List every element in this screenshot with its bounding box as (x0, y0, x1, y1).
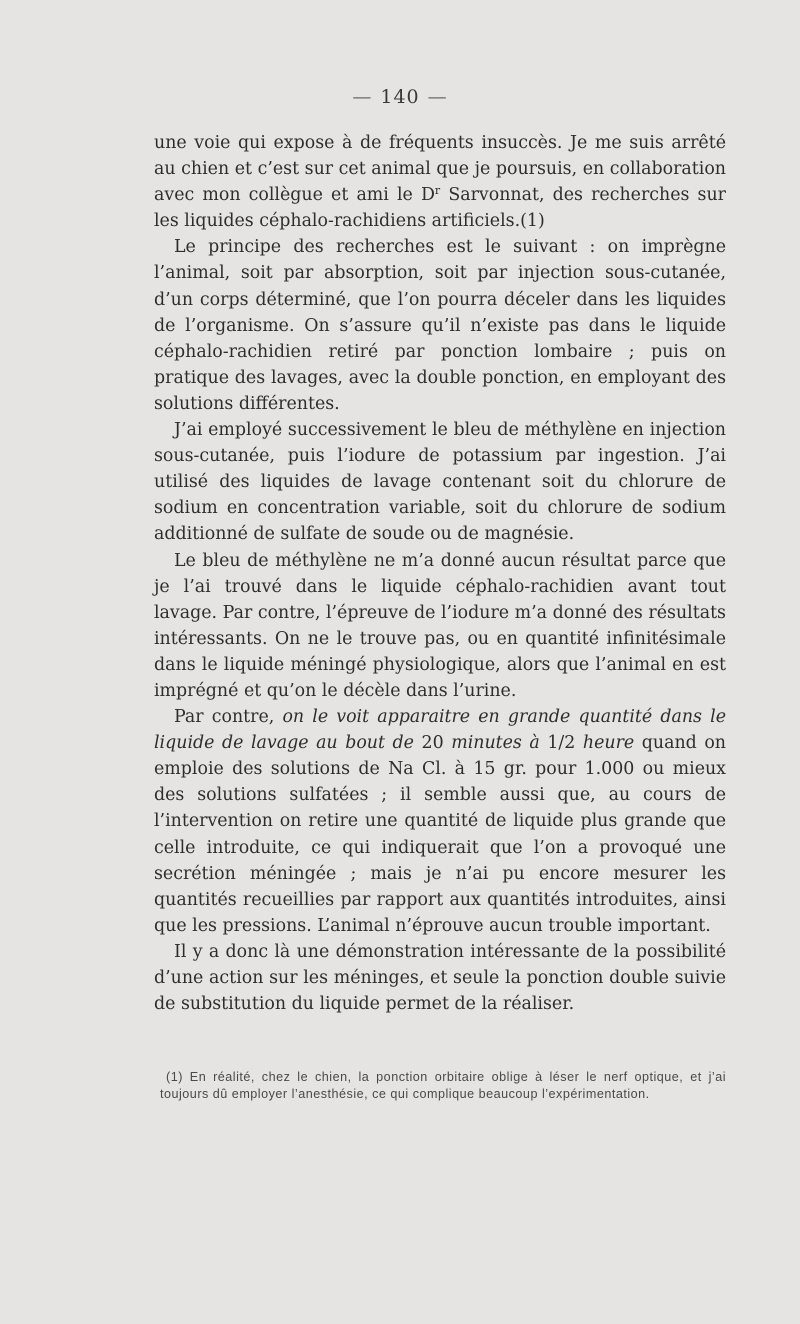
paragraph-5-end: quand on emploie des solutions de Na Cl. à 15 gr. pour 1.000 ou mieux des solutions sulfatées ; il semble aussi que, au cours de l’intervention on retire une quantité de liquide plus grande que celle introduite, ce qui indiquerait que l’on a provoqué une secrétion méningée ; mais je n’ai pu encore mesurer les quantités recueillies par rapport aux quantités introduites, ainsi que les pressions. L’animal n’éprouve aucun trouble important. (154, 733, 726, 936)
paragraph-5-num-2: 1/2 (539, 733, 583, 754)
body-text (154, 130, 726, 1017)
footnote-text: (1) En réalité, chez le chien, la ponction orbitaire oblige à léser le nerf optique, et j’ai toujours dû employer l’anesthésie, ce qui complique beaucoup l’expérimentation. (160, 1070, 726, 1101)
footnote (160, 1069, 726, 1103)
paragraph-2: Le principe des recherches est le suivant : on imprègne l’animal, soit par absorption, soit par injection sous-cutanée, d’un corps déterminé, que l’on pourra déceler dans les liquides de l’organisme. On s’assure qu’il n’existe pas dans le liquide céphalo-rachidien retiré par ponction lombaire ; puis on pratique des lavages, avec la double ponction, en employant des solutions différentes. (154, 237, 726, 414)
page-number-dash-left: — (352, 86, 373, 108)
paragraph-1-end: Sarvonnat, des recherches sur les liquides céphalo-rachidiens artificiels.(1) (154, 185, 726, 232)
page-number (0, 86, 800, 108)
paragraph-1 (154, 130, 726, 234)
page-number-dash-right: — (427, 86, 448, 108)
paragraph-5 (154, 704, 726, 939)
paragraph-5-italic-2: minutes à (451, 733, 540, 754)
paragraph-5-italic-3: heure (582, 733, 635, 754)
paragraph-4: Le bleu de méthylène ne m’a donné aucun résultat parce que je l’ai trouvé dans le liquide céphalo-rachidien avant tout lavage. Par contre, l’épreuve de l’iodure m’a donné des résultats intéressants. On ne le trouve pas, ou en quantité infinitésimale dans le liquide méningé physiologique, alors que l’animal en est imprégné et qu’on le décèle dans l’urine. (154, 550, 726, 701)
paragraph-3: J’ai employé successivement le bleu de méthylène en injection sous-cutanée, puis l’iodure de potassium par ingestion. J’ai utilisé des liquides de lavage contenant soit du chlorure de sodium en concentration variable, soit du chlorure de sodium additionné de sulfate de soude ou de magnésie. (154, 420, 726, 545)
paragraph-5-num-1: 20 (413, 733, 452, 754)
paragraph-5-start: Par contre, (174, 707, 283, 728)
paragraph-6: Il y a donc là une démonstration intéressante de la possibilité d’une action sur les méninges, et seule la ponction double suivie de substitution du liquide permet de la réaliser. (154, 941, 726, 1015)
page-number-value: 140 (380, 86, 420, 108)
paragraph-5-italic-1: on le voit apparaitre en grande quantité dans le liquide de lavage au bout de (154, 707, 726, 754)
paragraph-1-text: une voie qui expose à de fréquents insuccès. Je me suis arrêté au chien et c’est sur cet animal que je poursuis, en collaboration avec mon collègue et ami le D (154, 133, 726, 206)
doctor-superscript: r (434, 184, 441, 198)
